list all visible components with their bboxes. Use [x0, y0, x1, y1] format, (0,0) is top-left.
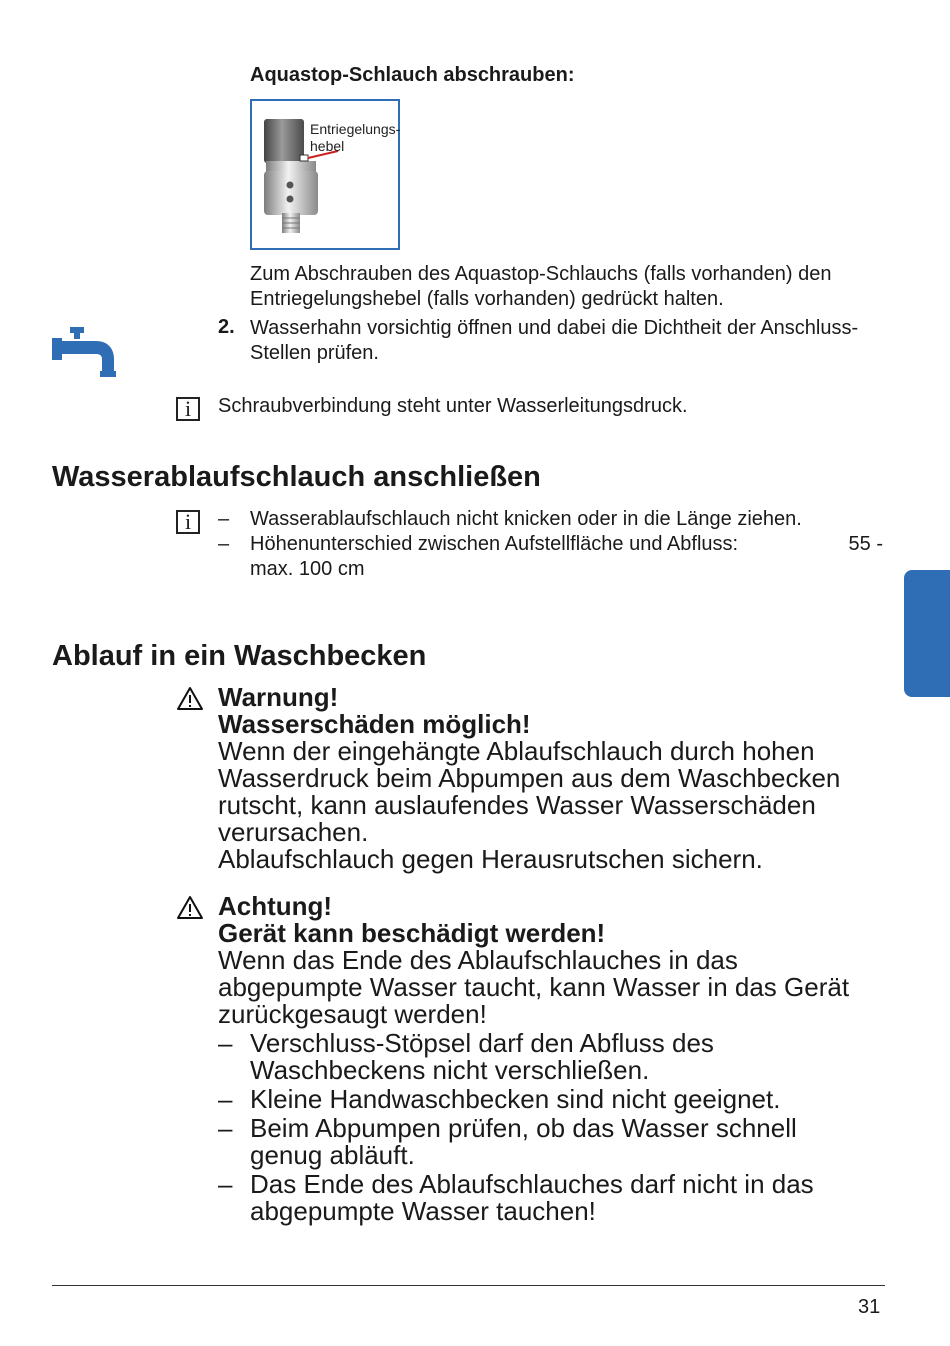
list-item-text: Höhenunterschied zwischen Aufstellfläche und Abfluss: [250, 533, 739, 555]
warning-body: Wenn der eingehängte Ablaufschlauch durch hohen Wasserdruck beim Abpumpen aus dem Waschbecken rutscht, kann auslaufendes Wasser Wasserschäden verursachen. [218, 736, 841, 847]
caution-subtitle: Gerät kann beschädigt werden! [218, 918, 606, 948]
chapter-tab [904, 570, 950, 697]
warning-subtitle: Wasserschäden möglich! [218, 709, 531, 739]
figure-label-line1: Entriegelungs- [310, 121, 401, 137]
list-item [218, 1115, 876, 1169]
drain-hose-list [218, 507, 883, 582]
list-item-text: Das Ende des Ablaufschlauches darf nicht in das abgepumpte Wasser tauchen! [250, 1169, 814, 1226]
warning-content [218, 684, 876, 873]
dash-bullet: – [218, 1084, 233, 1114]
list-item [218, 532, 883, 582]
caution-list [218, 1030, 876, 1225]
aquastop-figure [250, 99, 400, 250]
list-item-value: 55 - [848, 533, 883, 555]
list-item [218, 1086, 876, 1113]
warning-action: Ablaufschlauch gegen Herausrutschen sichern. [218, 844, 763, 874]
dash-bullet: – [218, 1028, 233, 1058]
list-item [218, 1030, 876, 1084]
step-text: Wasserhahn vorsichtig öffnen und dabei die Dichtheit der Anschluss-Stellen prüfen. [250, 317, 859, 364]
list-item-text: max. 100 cm [250, 558, 365, 580]
page-number: 31 [858, 1296, 881, 1318]
warning-triangle-icon [176, 686, 204, 711]
section-heading-sink: Ablauf in ein Waschbecken [52, 640, 427, 672]
step-number: 2. [218, 316, 235, 338]
caution-body: Wenn das Ende des Ablaufschlauches in das abgepumpte Wasser taucht, kann Wasser in das Gerät zurückgesaugt werden! [218, 945, 850, 1029]
warning-triangle-icon [176, 895, 204, 920]
dash-bullet: – [218, 1113, 233, 1143]
caution-block [176, 893, 876, 1227]
warning-block [176, 684, 876, 873]
dash-bullet: – [218, 1169, 233, 1199]
info-icon: i [176, 510, 200, 534]
water-tap-icon [52, 327, 116, 379]
dash-bullet: – [218, 533, 230, 555]
list-item-line [250, 532, 883, 557]
info-text: Schraubverbindung steht unter Wasserleitungsdruck. [218, 395, 688, 417]
warning-title: Warnung! [218, 682, 339, 712]
caution-title: Achtung! [218, 891, 333, 921]
info-icon: i [176, 397, 200, 421]
figure-label [310, 121, 400, 155]
aquastop-subheading: Aquastop-Schlauch abschrauben: [250, 64, 575, 86]
list-item [218, 507, 883, 532]
list-item-text: Beim Abpumpen prüfen, ob das Wasser schnell genug abläuft. [250, 1113, 797, 1170]
list-item-text: Verschluss-Stöpsel darf den Abfluss des Waschbeckens nicht verschließen. [250, 1028, 714, 1085]
aquastop-instruction: Zum Abschrauben des Aquastop-Schlauchs (falls vorhanden) den Entriegelungshebel (falls vorhanden) gedrückt halten. [250, 263, 832, 310]
list-item-text: Kleine Handwaschbecken sind nicht geeignet. [250, 1084, 781, 1114]
list-item [218, 1171, 876, 1225]
section-heading-drain-hose: Wasserablaufschlauch anschließen [52, 461, 541, 493]
list-item-text: Wasserablaufschlauch nicht knicken oder in die Länge ziehen. [250, 508, 802, 530]
caution-content [218, 893, 876, 1225]
dash-bullet: – [218, 508, 230, 530]
footer-divider [52, 1285, 885, 1286]
figure-label-line2: hebel [310, 138, 345, 154]
